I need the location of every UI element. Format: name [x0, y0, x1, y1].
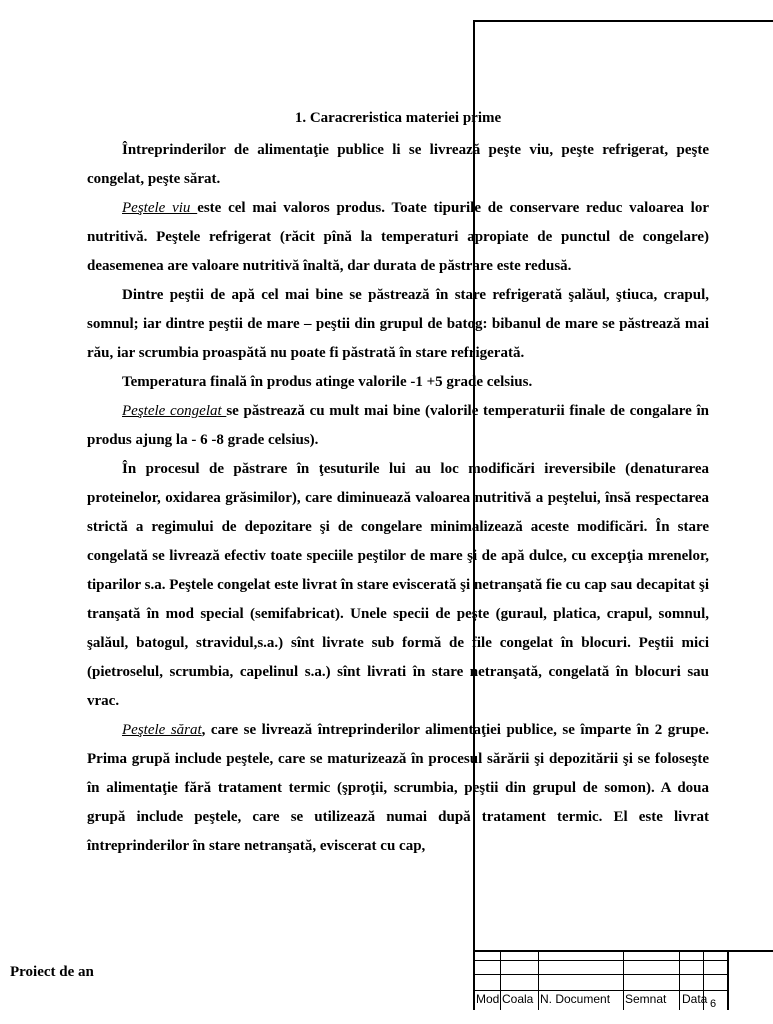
- stamp-cell: Semnat: [625, 992, 667, 1006]
- section-heading: 1. Caracreristica materiei prime: [294, 110, 502, 126]
- paragraph-text: Dintre peştii de apă cel mai bine se păstrează în stare refrigerată şalăul, ştiuca, crapul, somnul; iar dintre peştii de mare – peştii din grupul de batog: bibanul de mare se păstrează mai rău, iar scrumbia proaspătă nu poate fi păstrată în stare refrigerată.: [87, 287, 709, 361]
- term-underlined: Peştele congelat: [122, 403, 227, 419]
- stamp-cell: N. Document: [540, 992, 611, 1006]
- paragraph-text: Temperatura finală în produs atinge valorile -1 +5 grade celsius.: [122, 374, 533, 390]
- paragraph: [87, 716, 709, 861]
- paragraph-text: este cel mai valoros produs. Toate tipurile de conservare reduc valoarea lor nutritivă. Peştele refrigerat (răcit pînă la temperaturi apropiate de punctul de congelare) deasemenea are valoare nutritivă înaltă, dar durata de păstrare este redusă.: [87, 200, 709, 274]
- paragraph: [87, 281, 709, 368]
- stamp-cell: Coala: [502, 992, 534, 1006]
- stamp-row-line: [473, 990, 728, 991]
- project-label: Proiect de an: [10, 964, 94, 980]
- term-underlined: Peştele sărat: [122, 722, 202, 738]
- paragraph-text: Întreprinderilor de alimentaţie publice li se livrează peşte viu, peşte refrigerat, peşte congelat, peşte sărat.: [87, 142, 709, 187]
- paragraph: [87, 368, 709, 397]
- paragraph-text: se păstrează cu mult mai bine (valorile temperaturii finale de congalare în produs ajung la - 6 -8 grade celsius).: [87, 403, 709, 448]
- paragraph: [87, 194, 709, 281]
- paragraph: [87, 397, 709, 455]
- stamp-row-line: [473, 974, 728, 975]
- stamp-cell: Mod: [476, 992, 500, 1006]
- stamp-col-line: [727, 950, 729, 1010]
- stamp-col-line: [679, 950, 680, 1010]
- stamp-row-line: [473, 960, 728, 961]
- document-body: [87, 106, 709, 861]
- stamp-col-line: [623, 950, 624, 1010]
- paragraph: [87, 136, 709, 194]
- term-underlined: Peştele viu: [122, 200, 198, 216]
- paragraph-text: În procesul de păstrare în ţesuturile lui au loc modificări ireversibile (denaturarea proteinelor, oxidarea grăsimilor), care diminuează valoarea nutritivă a peştelui, însă respectarea strictă a regimului de depozitare şi de congelare minimalizează aceste modificări. În stare congelată se livrează efectiv toate speciile peştilor de mare şi de apă dulce, cu excepţia mrenelor, tiparilor s.a. Peştele congelat este livrat în stare eviscerată şi netranşată fie cu cap sau decapitat şi tranşată în mod special (semifabricat). Unele specii de peşte (guraul, platica, crapul, somnul, şalăul, batogul, stravidul,s.a.) sînt livrate sub formă de file congelat în blocuri. Peştii mici (pietroselul, scrumbia, capelinul s.a.) sînt livrati în stare netranşată, congelată în blocuri sau vrac.: [87, 461, 709, 709]
- paragraph-text: , care se livrează întreprinderilor alimentaţiei publice, se împarte în 2 grupe. Prima grupă include peştele, care se maturizează în procesul sărării şi depozitării şi se foloseşte în alimentaţie fără tratament termic (şproţii, scrumbia, peştii din grupul de somon). A doua grupă include peştele, care se utilizează numai după tratament termic. El este livrat întreprinderilor în stare netranşată, eviscerat cu cap,: [87, 722, 710, 854]
- paragraph: [87, 455, 709, 716]
- stamp-cell: Data: [682, 992, 708, 1006]
- sheet-number: 6: [710, 998, 717, 1010]
